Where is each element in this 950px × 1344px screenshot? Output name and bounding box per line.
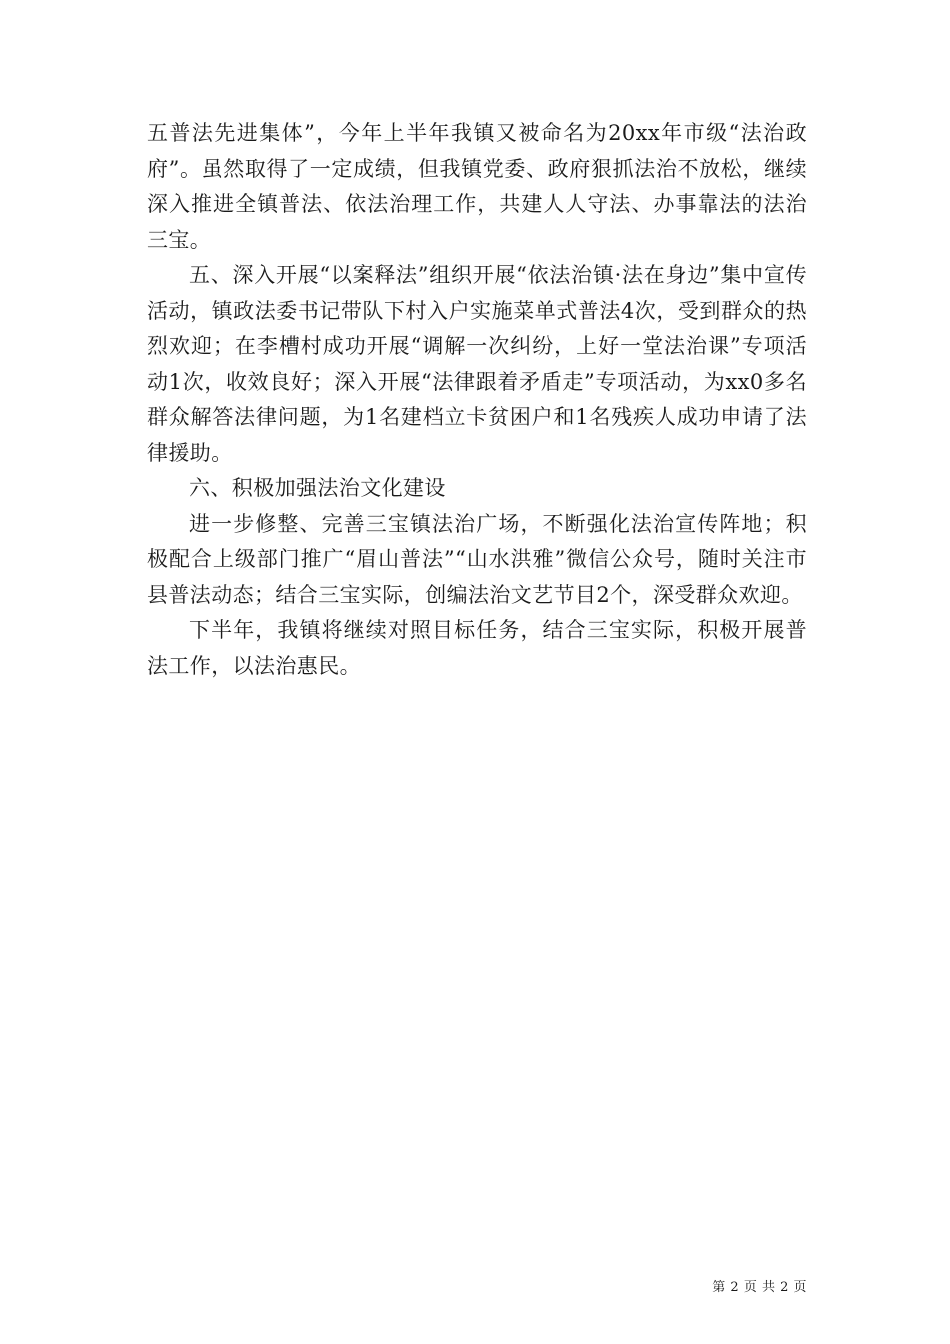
paragraph-continued-summary: 五普法先进集体”，今年上半年我镇又被命名为20xx年市级“法治政府”。虽然取得了一定成绩，但我镇党委、政府狠抓法治不放松，继续深入推进全镇普法、依法治理工作，共建人人守法、办事靠法的法治三宝。 — [147, 121, 807, 252]
paragraph-section-five: 五、深入开展“以案释法”组织开展“依法治镇·法在身边”集中宣传活动，镇政法委书记带队下村入户实施菜单式普法4次，受到群众的热烈欢迎；在李槽村成功开展“调解一次纠纷，上好一堂法治课”专项活动1次，收效良好；深入开展“法律跟着矛盾走”专项活动，为xx0多名群众解答法律问题，为1名建档立卡贫困户和1名残疾人成功申请了法律援助。 — [147, 263, 807, 465]
paragraph-second-half-plan: 下半年，我镇将继续对照目标任务，结合三宝实际，积极开展普法工作，以法治惠民。 — [147, 618, 807, 678]
paragraph-legal-culture: 进一步修整、完善三宝镇法治广场，不断强化法治宣传阵地；积极配合上级部门推广“眉山普法”“山水洪雅”微信公众号，随时关注市县普法动态；结合三宝实际，创编法治文艺节目2个，深受群众欢迎。 — [147, 511, 807, 607]
page-number-footer: 第 2 页 共 2 页 — [712, 1280, 807, 1295]
section-heading-six: 六、积极加强法治文化建设 — [189, 476, 446, 500]
document-body — [147, 116, 807, 684]
